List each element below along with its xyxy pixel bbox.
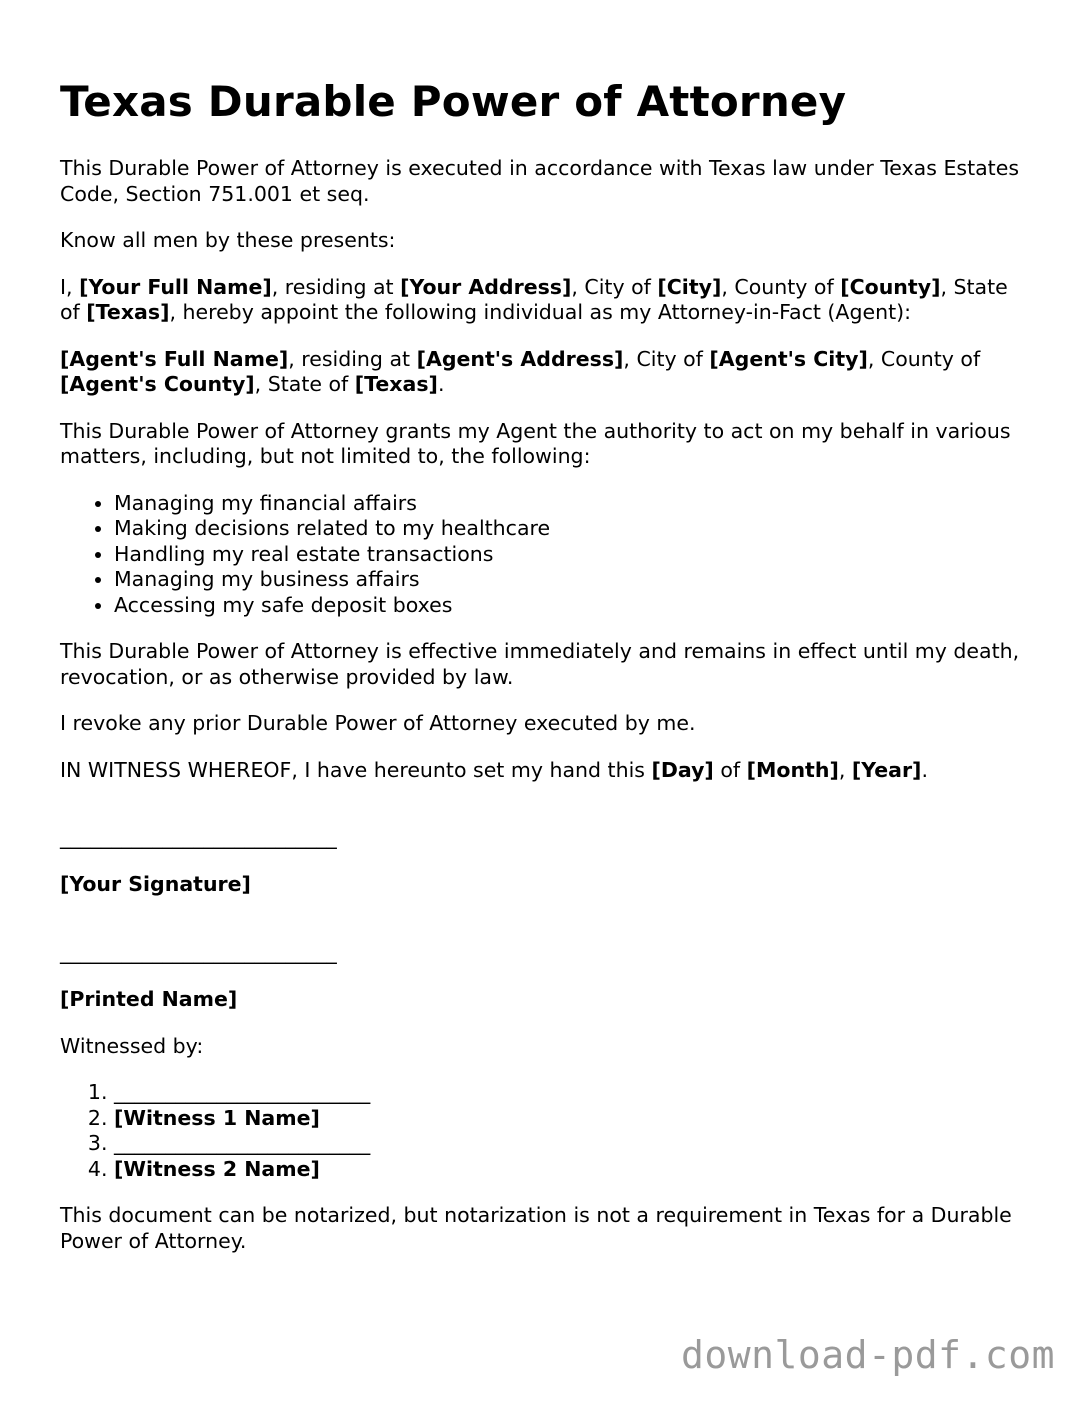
printed-name-label-text: [Printed Name] [60,987,238,1011]
agent-text: , residing at [288,346,417,371]
agent-paragraph [60,347,1030,398]
document-title: Texas Durable Power of Attorney [60,77,847,126]
witness-clause-text: , [838,757,852,782]
list-item: • Handling my real estate transactions [114,542,1030,568]
witness-2-name-placeholder: [Witness 2 Name] [114,1156,320,1181]
list-item: • Making decisions related to my healthcare [114,516,1030,542]
principal-text: I, [60,274,80,299]
know-all-paragraph: Know all men by these presents: [60,228,396,252]
agent-state-placeholder: [Texas] [354,372,438,396]
list-item: • Accessing my safe deposit boxes [114,593,1030,619]
agent-text: , State of [254,372,355,396]
intro-paragraph: This Durable Power of Attorney is executed in accordance with Texas law under Texas Estates Code, Section 751.001 et seq. [60,156,1020,206]
signature-label [60,872,1030,898]
principal-state-placeholder: [Texas] [86,300,170,324]
principal-city-placeholder: [City] [657,274,722,299]
agent-text: . [437,372,445,396]
agent-city-placeholder: [Agent's City] [709,346,868,371]
witness-1-name-placeholder: [Witness 1 Name] [114,1105,320,1130]
witness-clause-text: . [921,757,928,782]
list-item [114,1106,1030,1132]
printed-name-line: ___________________________ [60,939,337,964]
agent-name-placeholder: [Agent's Full Name] [60,346,289,371]
principal-county-placeholder: [County] [840,274,941,299]
signature-label-text: [Your Signature] [60,872,251,896]
document-page [60,0,1030,1254]
agent-address-placeholder: [Agent's Address] [416,346,624,371]
list-item: • Managing my business affairs [114,567,1030,593]
year-placeholder: [Year] [851,757,922,782]
witness-list [60,1080,1030,1182]
witness-clause-text: of [713,757,747,782]
list-item: 1. _________________________ [114,1080,1030,1106]
watermark-text: download-pdf.com [680,1333,1055,1377]
signature-line: ___________________________ [60,825,337,849]
month-placeholder: [Month] [746,757,839,782]
principal-text: , City of [571,274,658,299]
list-item: • Managing my financial affairs [114,491,1030,517]
list-item [114,1157,1030,1183]
notary-paragraph: This document can be notarized, but notarization is not a requirement in Texas for a Durable Power of Attorney. [60,1203,1012,1253]
witness-clause-text: IN WITNESS WHEREOF, I have hereunto set my hand this [60,757,652,782]
revoke-paragraph: I revoke any prior Durable Power of Attorney executed by me. [60,711,696,735]
effective-paragraph: This Durable Power of Attorney is effective immediately and remains in effect until my death, revocation, or as otherwise provided by law. [60,639,1020,689]
principal-text: , residing at [271,274,401,299]
grants-paragraph: This Durable Power of Attorney grants my Agent the authority to act on my behalf in various matters, including, but not limited to, the following: [60,418,1011,468]
witness-clause-paragraph [60,758,1030,784]
principal-text: , County of [721,274,841,299]
principal-address-placeholder: [Your Address] [400,274,572,299]
agent-county-placeholder: [Agent's County] [60,372,255,396]
principal-paragraph [60,275,1030,326]
principal-name-placeholder: [Your Full Name] [79,274,272,299]
agent-text: , County of [867,346,981,371]
list-item: 3. _________________________ [114,1131,1030,1157]
witnessed-by-label: Witnessed by: [60,1033,204,1058]
day-placeholder: [Day] [651,757,714,782]
principal-text: , hereby appoint the following individual as my Attorney-in-Fact (Agent): [169,300,912,324]
agent-text: , City of [623,346,710,371]
printed-name-label [60,987,1030,1013]
powers-list [60,491,1030,619]
principal-text: , State of [60,274,1008,324]
